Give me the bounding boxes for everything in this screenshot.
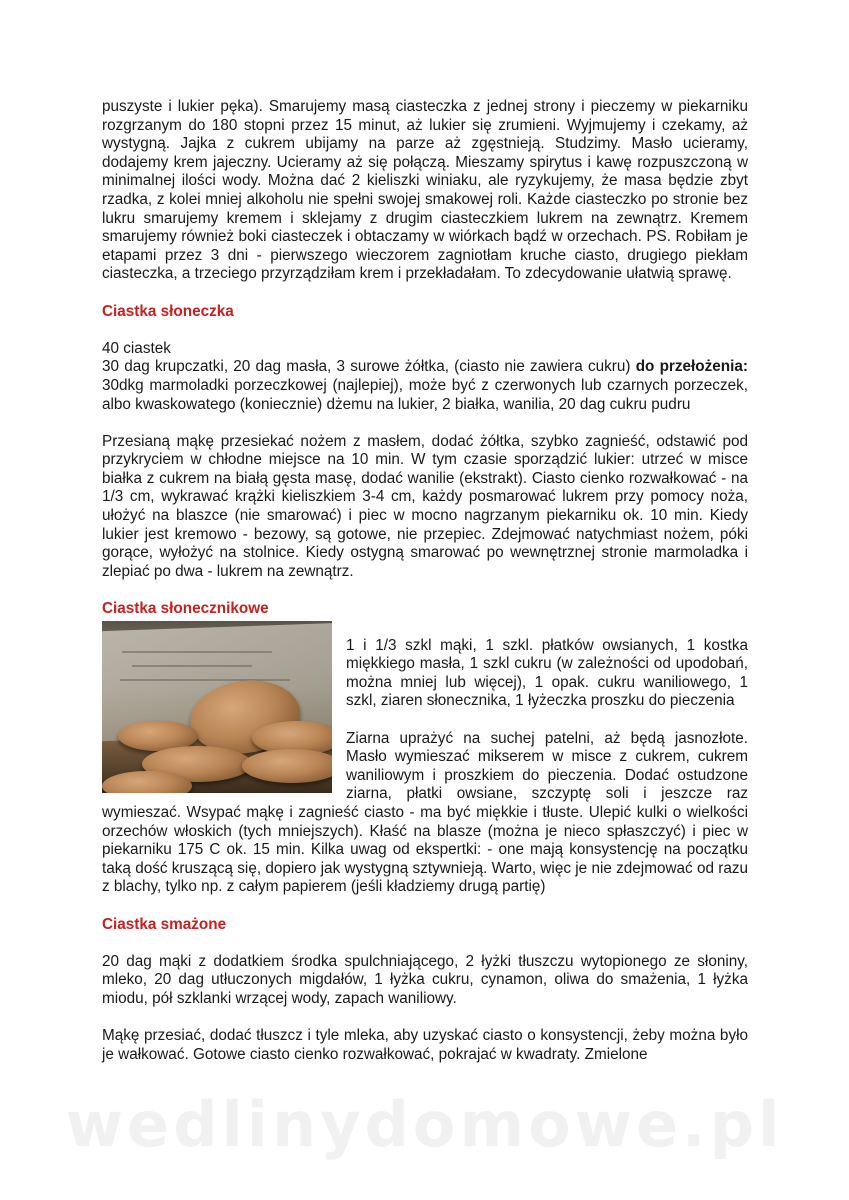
document-page (102, 98, 748, 1064)
recipe-title-smazone: Ciastka smażone (102, 915, 227, 933)
recipe-yield: 40 ciastek (102, 339, 171, 357)
recipe-method-slonecznikowe: Ziarna uprażyć na suchej patelni, aż będą jasnozłote. Masło wymieszać mikserem w misce z cukrem, cukrem waniliowym i proszkiem do pieczenia. Dodać ostudzone ziarna, płatki owsiane, szczyptę soli i jeszcze raz wymieszać. Wsypać mąkę i zagnieść ciasto - ma być miękkie i tłuste. Ulepić kulki o wielkości orzechów włoskich (tych mniejszych). Kłaść na blasze (można je nieco spłaszczyć) i piec w piekarniku 175 C ok. 15 min. Kilka uwag od ekspertki: - one mają konsystencję na początku taką dość kruszącą się, dopiero jak wystygną sztywnieją. Warto, więc je nie zdejmować od razu z blachy, tylko np. z całym papierem (jeśli kładziemy drugą partię) (102, 729, 748, 896)
recipe-ingredients-slonecznikowe: 1 i 1/3 szkl mąki, 1 szkl. płatków owsianych, 1 kostka miękkiego masła, 1 szkl cukru (w zależności od upodobań, można mniej lub więcej), 1 opak. cukru waniliowego, 1 szkl, ziaren słonecznika, 1 łyżeczka proszku do pieczenia (346, 636, 748, 710)
recipe-body-slonecznikowe (102, 619, 748, 897)
recipe-method-sloneczka: Przesianą mąkę przesiekać nożem z masłem, dodać żółtka, szybko zagnieść, odstawić pod przykryciem w chłodne miejsce na 10 min. W tym czasie sporządzić lukier: utrzeć w misce białka z cukrem na białą gęsta masę, dodać wanilie (ekstrakt). Ciasto cienko rozwałkować - na 1/3 cm, wykrawać krążki kieliszkiem 3-4 cm, każdy posmarować lukrem przy pomocy noża, ułożyć na blaszce (nie smarować) i piec w mocno nagrzanym piekarniku ok. 10 min. Kiedy lukier jest kremowo - bezowy, są gotowe, nie przepiec. Zdejmować natychmiast nożem, póki gorące, wyłożyć na stolnice. Kiedy ostygną smarować po wewnętrznej stronie marmoladka i zlepiać po dwa - lukrem na zewnątrz. (102, 432, 748, 580)
recipe-title-slonecznikowe: Ciastka słonecznikowe (102, 600, 269, 618)
recipe-title-sloneczka: Ciastka słoneczka (102, 302, 234, 320)
recipe-ingredients-smazone: 20 dag mąki z dodatkiem środka spulchniającego, 2 łyżki tłuszczu wytopionego ze słoniny, mleko, 20 dag utłuczonych migdałów, 1 łyżka cukru, cynamon, oliwa do smażenia, 1 łyżka miodu, pół szklanki wrzącej wody, zapach waniliowy. (102, 952, 748, 1007)
ingredients-text-end: 30dkg marmoladki porzeczkowej (najlepiej), może być z czerwonych lub czarnych porzeczek, albo kwaskowatego (koniecznie) dżemu na lukier, 2 białka, wanilia, 20 dag cukru pudru (102, 376, 748, 413)
cookies-photo (102, 621, 332, 793)
recipe-method-smazone: Mąkę przesiać, dodać tłuszcz i tyle mleka, aby uzyskać ciasto o konsystencji, żeby można było je wałkować. Gotowe ciasto cienko rozwałkować, pokrajać w kwadraty. Zmielone (102, 1027, 748, 1063)
ingredients-text-start: 30 dag krupczatki, 20 dag masła, 3 surowe żółtka, (ciasto nie zawiera cukru) (102, 358, 636, 376)
watermark: wedlinydomowe.pl (65, 1088, 784, 1161)
recipe-ingredients-sloneczka (102, 358, 748, 414)
ingredients-bold-label: do przełożenia: (635, 358, 748, 376)
intro-paragraph: puszyste i lukier pęka). Smarujemy masą ciasteczka z jednej strony i pieczemy w piekarniku rozgrzanym do 180 stopni przez 15 minut, aż lukier się zrumieni. Wyjmujemy i czekamy, aż wystygną. Jajka z cukrem ubijamy na parze aż zgęstnieją. Studzimy. Masło ucieramy, dodajemy krem jajeczny. Ucieramy aż się połączą. Mieszamy spirytus i kawę rozpuszczoną w minimalnej ilości wody. Można dać 2 kieliszki winiaku, ale ryzykujemy, że masa będzie zbyt rzadka, z kolei mniej alkoholu nie spełni swojej smakowej roli. Każde ciasteczko po stronie bez lukru smarujemy kremem i sklejamy z drugim ciasteczkiem lukrem na zewnątrz. Kremem smarujemy również boki ciasteczek i obtaczamy w wiórkach bądź w orzechach. PS. Robiłam je etapami przez 3 dni - pierwszego wieczorem zagniotłam kruche ciasto, drugiego piekłam ciasteczka, a trzeciego przyrządziłam krem i przekładałam. To zdecydowanie ułatwią sprawę. (102, 98, 748, 283)
